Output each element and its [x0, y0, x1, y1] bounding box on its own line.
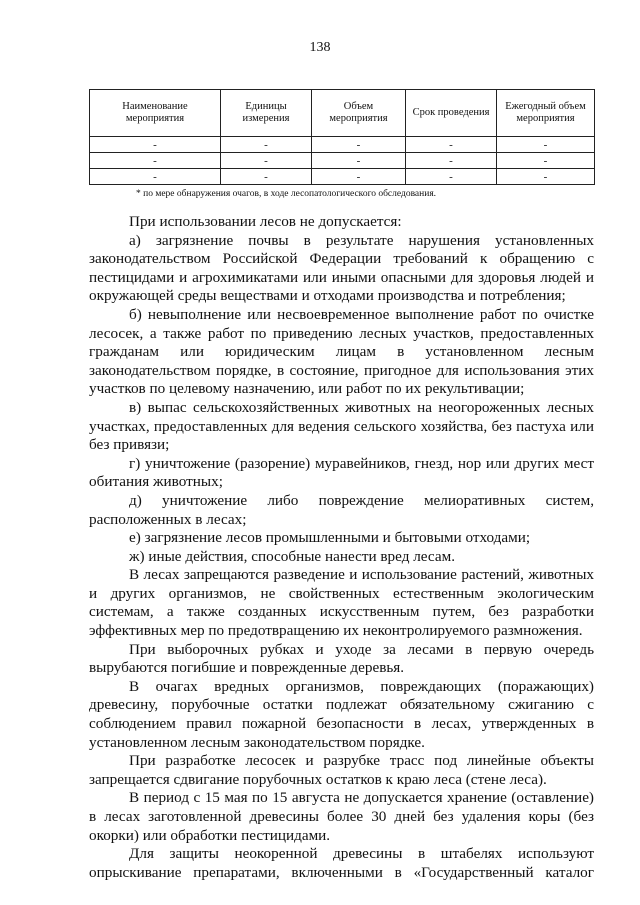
paragraph-storage-period: В период с 15 мая по 15 августа не допускается хранение (оставление) в лесах заготовленной древесины более 30 дней без удаления коры (без окорки) или обработки пестицидами. [89, 789, 594, 844]
table-cell: - [497, 169, 595, 185]
header-term: Срок проведения [406, 90, 497, 137]
table-cell: - [221, 169, 312, 185]
table-footnote: * по мере обнаружения очагов, в ходе лесопатологического обследования. [136, 189, 437, 199]
paragraph-pest-foci: В очагах вредных организмов, повреждающих (поражающих) древесину, порубочные остатки подлежат обязательному сжиганию с соблюдением правил пожарной безопасности в лесах, утвержденных в установленном лесным законодательством порядке. [89, 677, 594, 751]
header-units: Единицы измерения [221, 90, 312, 137]
paragraph-intro: При использовании лесов не допускается: [129, 213, 402, 230]
table-row [90, 169, 595, 185]
paragraph-item-e: е) загрязнение лесов промышленными и бытовыми отходами; [129, 529, 531, 547]
header-annual-volume: Ежегодный объем мероприятия [497, 90, 595, 137]
table-cell: - [221, 137, 312, 153]
page-number: 138 [309, 40, 331, 55]
header-measure-name: Наименование мероприятия [90, 90, 221, 137]
table-cell: - [90, 137, 221, 153]
table-cell: - [406, 137, 497, 153]
paragraph-item-b: б) невыполнение или несвоевременное выполнение работ по очистке лесосек, а также работ по приведению лесных участков, предоставленных гражданам или юридическим лицам в установленном лесным законодательством порядке, в состояние, пригодное для использования этих участков по целевому назначению, или работ по их рекультивации; [89, 305, 594, 398]
paragraph-item-zh: ж) иные действия, способные нанести вред лесам. [129, 547, 455, 565]
paragraph-item-v: в) выпас сельскохозяйственных животных на неогороженных лесных участках, предоставленных для ведения сельского хозяйства, без пастуха или без привязи; [89, 398, 594, 454]
paragraph-item-g: г) уничтожение (разорение) муравейников, гнезд, нор или других мест обитания животных; [89, 454, 594, 491]
table-cell: - [497, 153, 595, 169]
table-cell: - [90, 153, 221, 169]
paragraph-item-a: а) загрязнение почвы в результате нарушения установленных законодательством Российской Федерации требований к обращению с пестицидами и агрохимикатами или иными опасными для здоровья людей и окружающей среды веществами и отходами производства и потребления; [89, 231, 594, 305]
table-cell: - [406, 153, 497, 169]
table-cell: - [90, 169, 221, 185]
paragraph-cutting-areas: При разработке лесосек и разрубке трасс под линейные объекты запрещается сдвигание порубочных остатков к краю леса (стене леса). [89, 752, 594, 788]
measures-table [89, 89, 595, 185]
paragraph-selective-cutting: При выборочных рубках и уходе за лесами в первую очередь вырубаются погибшие и поврежденные деревья. [89, 640, 594, 677]
body-text [89, 213, 594, 882]
paragraph-item-d: д) уничтожение либо повреждение мелиоративных систем, расположенных в лесах; [89, 491, 594, 528]
table-cell: - [497, 137, 595, 153]
paragraph-wood-protection: Для защиты неокоренной древесины в штабелях используют опрыскивание препаратами, включенными в «Государственный каталог [89, 845, 594, 881]
table-header-row [90, 90, 595, 137]
table-row [90, 153, 595, 169]
table-cell: - [312, 153, 406, 169]
table-row [90, 137, 595, 153]
table-cell: - [312, 169, 406, 185]
table-cell: - [312, 137, 406, 153]
table-cell: - [221, 153, 312, 169]
header-volume: Объем мероприятия [312, 90, 406, 137]
table-cell: - [406, 169, 497, 185]
paragraph-species-ban: В лесах запрещаются разведение и использование растений, животных и других организмов, не свойственных естественным экологическим системам, а также созданных искусственным путем, без разработки эффективных мер по предотвращению их неконтролируемого размножения. [89, 566, 594, 640]
